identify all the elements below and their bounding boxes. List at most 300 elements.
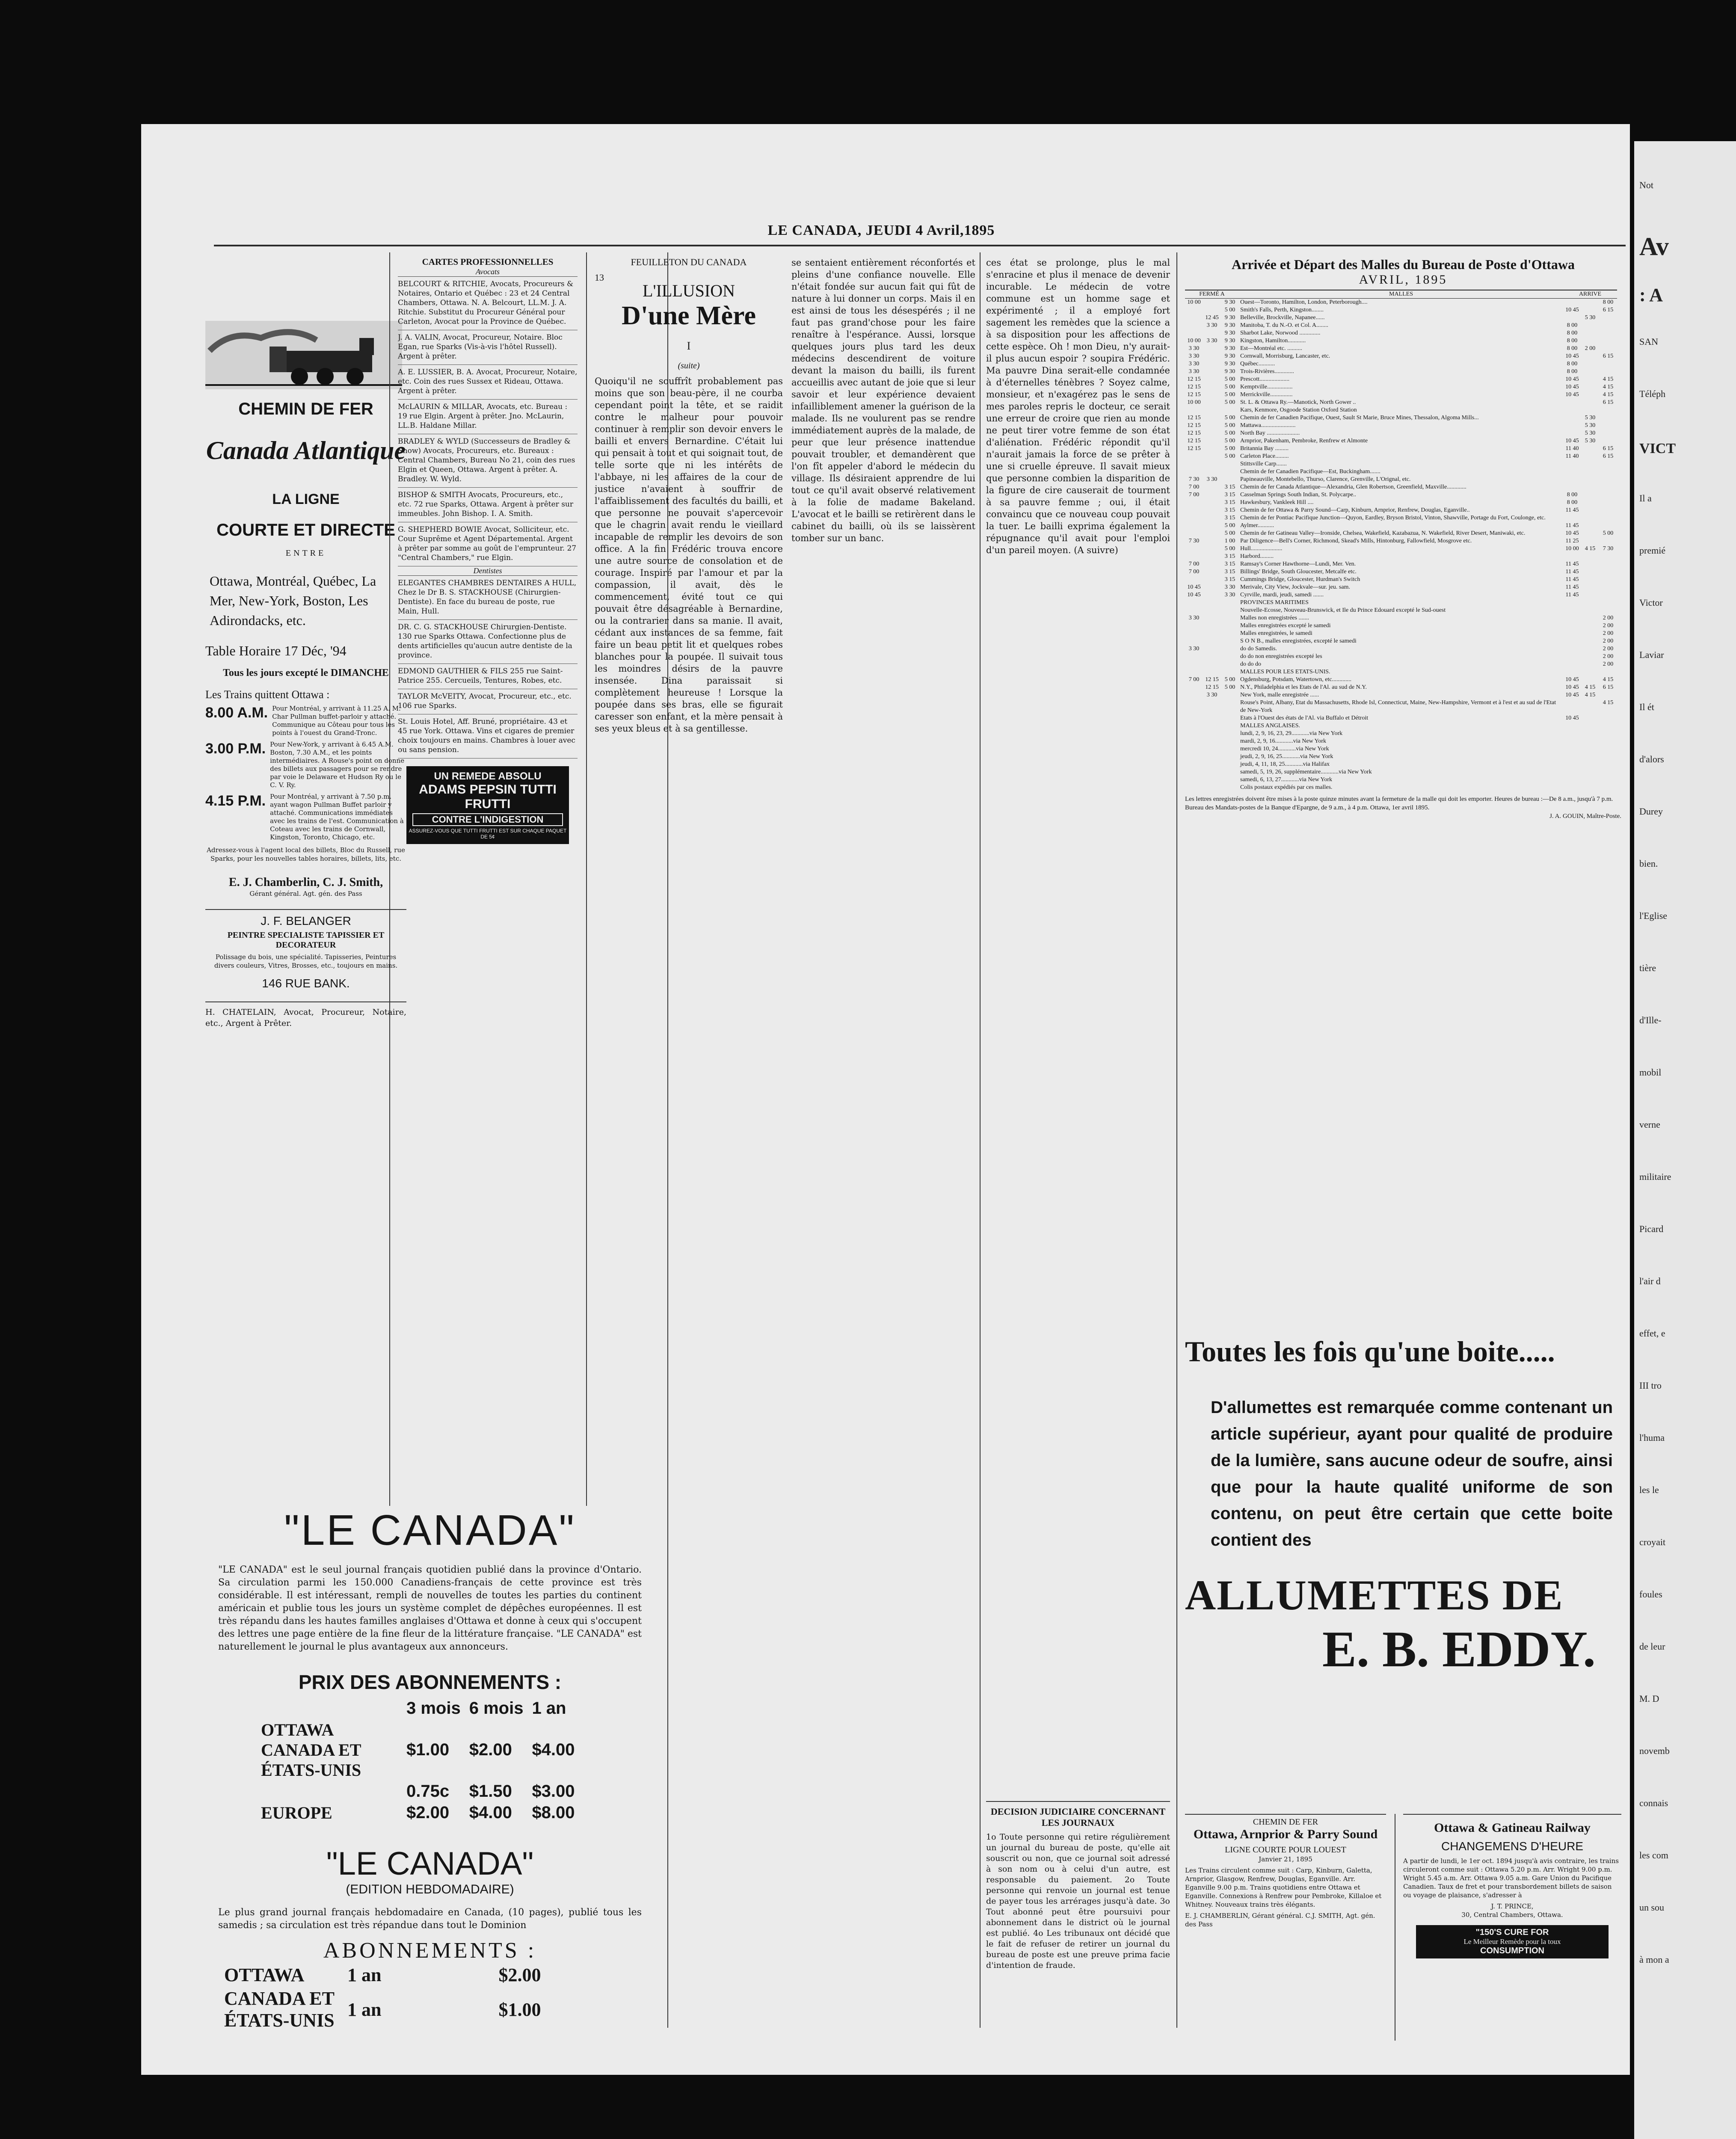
mail-cell — [1599, 738, 1617, 745]
mail-cell — [1599, 607, 1617, 614]
mail-cell: 10 45 — [1565, 438, 1579, 444]
mail-cell: 4 15 — [1603, 384, 1614, 390]
fragment-text: VICT — [1639, 441, 1676, 456]
mail-cell — [1203, 668, 1221, 676]
weekly-sub: (EDITION HEBDOMADAIRE) — [346, 1882, 514, 1896]
mail-cell — [1203, 545, 1221, 553]
mail-cell — [1581, 468, 1599, 476]
hotel-card: St. Louis Hotel, Aff. Bruné, propriétaire. 43 et 45 rue York. Ottawa. Vins et cigares de premier choix toujours en mains. Chambres à louer avec ou sans pension. — [398, 714, 578, 758]
mail-cell — [1599, 460, 1617, 468]
mail-cell: 7 00 — [1188, 484, 1200, 490]
mail-cell — [1221, 637, 1239, 645]
mail-row — [1185, 383, 1617, 391]
mail-row — [1185, 437, 1617, 445]
mail-cell — [1563, 776, 1581, 784]
mail-cell: 9 30 — [1224, 368, 1235, 375]
mail-cell: 11 45 — [1565, 507, 1579, 513]
mail-cell — [1581, 491, 1599, 499]
decision-title: DECISION JUDICIAIRE CONCERNANT LES JOURNAUX — [990, 1806, 1166, 1828]
price-cell: $1.50 — [469, 1782, 512, 1801]
mail-cell — [1563, 476, 1581, 483]
mail-cell: 9 30 — [1224, 299, 1235, 305]
price-header: 6 mois — [469, 1699, 524, 1718]
fragment-text: Il ét — [1639, 702, 1654, 712]
fragment-text: de leur — [1639, 1641, 1665, 1652]
rail-days: Tous les jours excepté le DIMANCHE — [223, 667, 389, 678]
mail-row — [1185, 599, 1617, 607]
fragment-text: novemb — [1639, 1745, 1670, 1756]
mail-row — [1185, 360, 1617, 368]
rail-agents-roles: Gérant général. Agt. gén. des Pass — [249, 890, 362, 898]
feuilleton-title-2: D'une Mère — [622, 301, 756, 330]
mail-cell: Nouvelle-Ecosse, Nouveau-Brunswick, et Ile du Prince Edouard excepté le Sud-ouest — [1240, 607, 1446, 613]
mail-cell — [1581, 360, 1599, 368]
mail-cell — [1185, 730, 1203, 738]
fragment-text: bien. — [1639, 858, 1658, 869]
cards-sub-dentistes: Dentistes — [398, 566, 578, 576]
mail-cell: 11 45 — [1565, 584, 1579, 590]
parry-kicker: CHEMIN DE FER — [1253, 1817, 1318, 1827]
mail-row — [1185, 684, 1617, 691]
mail-cell — [1203, 445, 1221, 453]
mail-cell: Etats à l'Ouest des états de l'Al. via Buffalo et Détroit — [1240, 715, 1369, 721]
fragment-text: Victor — [1639, 597, 1663, 608]
fragment-text: foules — [1639, 1589, 1662, 1600]
mail-cell: do do Samedis. — [1240, 646, 1277, 652]
fragment-text: tière — [1639, 963, 1656, 973]
mail-cell: 11 40 — [1565, 453, 1579, 459]
mail-cell — [1581, 699, 1599, 714]
remedy-line-2: ADAMS PEPSIN TUTTI FRUTTI — [419, 782, 557, 811]
mail-cell — [1203, 776, 1221, 784]
mail-cell: 3 30 — [1224, 584, 1235, 590]
mail-cell — [1599, 437, 1617, 445]
mail-cell — [1203, 653, 1221, 661]
mail-cell — [1581, 476, 1599, 483]
mail-cell — [1599, 576, 1617, 584]
rail-column — [205, 321, 406, 1467]
feuilleton-text: se sentaient entièrement réconfortés et pleins d'une confiance nouvelle. Elle n'était fondée sur aucun fait qui fût de nature à lui donner un corps. Mais il en est ainsi de tous les désespérés ; il ne faut pas grand'chose pour les faire renaître à l'espérance. Aussi, lorsque quelques jours plus tard les deux médecins descendirent de voiture devant la maison du bailli, ils furent accueillis avec autant de joie que si leur savoir et leur expérience devaient infailliblement amener la guérison de la malade. Ils ne voulurent pas se rendre immédiatement auprès de la malade, de peur que leur présence inattendue pouvait troubler, et demandèrent que l'on fît appeler d'abord le médecin du village. Ils désiraient apprendre de lui tout ce qu'il avait observé relativement à la folie de madame Bakeland. L'avocat et le bailli se retirèrent dans le cabinet du bailli, où ils se laissèrent tomber sur un banc. — [791, 258, 975, 543]
mail-cell — [1581, 514, 1599, 522]
mail-cell — [1581, 460, 1599, 468]
mail-cell — [1599, 537, 1617, 545]
mail-cell: Sharbot Lake, Norwood .............. — [1240, 330, 1321, 336]
fragment-text: effet, e — [1639, 1328, 1665, 1339]
mail-row — [1185, 553, 1617, 560]
mail-cell — [1221, 476, 1239, 483]
mail-cell — [1581, 653, 1599, 661]
mail-cell: Belleville, Brockville, Napanee...... — [1240, 314, 1325, 321]
mail-cell — [1203, 730, 1221, 738]
mail-cell: 5 00 — [1224, 384, 1235, 390]
mail-cell — [1185, 306, 1203, 314]
mail-cell: Carleton Place......... — [1240, 453, 1289, 459]
mail-cell: 3 15 — [1224, 492, 1235, 498]
mail-cell — [1203, 299, 1221, 307]
weekly-term: 1 an — [347, 1964, 382, 1985]
mail-cell: 12 15 — [1187, 384, 1201, 390]
mail-cell — [1599, 468, 1617, 476]
mail-row — [1185, 299, 1617, 307]
mail-cell — [1203, 345, 1221, 353]
mail-cell — [1581, 391, 1599, 399]
mail-cell: 10 00 — [1187, 299, 1201, 305]
mail-cell — [1203, 491, 1221, 499]
mail-cell: 9 30 — [1224, 322, 1235, 329]
column-rule — [1176, 252, 1177, 2028]
mail-row — [1185, 661, 1617, 668]
mail-cell — [1599, 553, 1617, 560]
mail-row — [1185, 430, 1617, 437]
mail-cell — [1599, 314, 1617, 322]
mail-cell — [1185, 322, 1203, 329]
belanger-body: Polissage du bois, une spécialité. Tapisseries, Peintures divers couleurs, Vitres, Brosses, etc., toujours en mains. — [214, 953, 398, 969]
mail-cell — [1185, 768, 1203, 776]
mail-row — [1185, 730, 1617, 738]
mail-cell — [1203, 414, 1221, 422]
mail-row — [1185, 668, 1617, 676]
mail-cell — [1563, 622, 1581, 630]
mail-cell — [1221, 599, 1239, 607]
mail-cell: 3 15 — [1224, 515, 1235, 521]
mail-cell — [1563, 699, 1581, 714]
mail-cell — [1221, 714, 1239, 722]
mail-cell — [1203, 483, 1221, 491]
mail-cell: 10 45 — [1187, 592, 1201, 598]
mail-cell: 3 30 — [1188, 646, 1200, 652]
cards-sub-avocats: Avocats — [398, 267, 578, 277]
eddy-headline: Toutes les fois qu'une boite..... — [1185, 1335, 1555, 1368]
mail-cell: 7 00 — [1188, 561, 1200, 567]
mail-cell — [1203, 738, 1221, 745]
mail-cell: Ouest—Toronto, Hamilton, London, Peterborough.... — [1240, 299, 1368, 305]
mail-cell — [1581, 522, 1599, 530]
mail-cell — [1185, 684, 1203, 691]
fragment-text: Laviar — [1639, 649, 1664, 660]
law-card: A. E. LUSSIER, B. A. Avocat, Procureur, Notaire, etc. Coin des rues Sussex et Rideau, Ottawa. Argent à prêter. — [398, 365, 578, 400]
mail-cell: 10 45 — [1565, 353, 1579, 359]
mail-cell — [1581, 383, 1599, 391]
mail-cell: 8 00 — [1567, 368, 1578, 375]
mail-cell: 8 00 — [1603, 299, 1614, 305]
mail-cell: Mattawa....................... — [1240, 422, 1296, 429]
mail-cell — [1581, 329, 1599, 337]
mail-cell — [1581, 553, 1599, 560]
mail-cell — [1599, 499, 1617, 507]
mail-cell: 1 00 — [1224, 538, 1235, 544]
mail-cell: Chemin de fer Gatineau Valley—Ironside, Chelsea, Wakefield, Kazabazua, N. Wakefield, River Desert, Maniwaki, etc. — [1240, 530, 1526, 536]
mail-cell: do do non enregistrées excepté les — [1240, 653, 1322, 660]
mail-note: Les lettres enregistrées doivent être mises à la poste quinze minutes avant la fermeture de la malle qui doit les emporter. Heures de bureau :—De 8 a.m., jusqu'à 7 p.m. Bureau des Mandats-postes de la Banque d'Epargne, de 9 a.m., à 4 p.m. Ottawa, 1er avril 1895. — [1185, 796, 1613, 811]
mail-row — [1185, 653, 1617, 661]
mail-cell — [1599, 491, 1617, 499]
mail-cell — [1599, 522, 1617, 530]
mail-cell: mercredi 10, 24............via New York — [1240, 746, 1329, 752]
feuilleton-text: ces état se prolonge, plus le mal s'enracine et plus il menace de devenir incurable. Le médecin de votre commune est un homme sage et expérimenté ; il a employé fort sagement les remèdes que la science a à sa disposition pour les affections de cette espèce. Oh ! mon Dieu, n'y aurait-il plus aucun espoir ? soupira Frédéric. Ma pauvre Dina serait-elle condamnée à d'éternelles ténèbres ? Soyez calme, monsieur, et n'exagérez pas le sens de mes paroles repris le docteur, ce serait une erreur de croire que rien au monde ne peut tirer votre femme de son état d'aliénation. Frédéric répondit qu'il n'aurait jamais la force de se prêter à une si cruelle épreuve. Il savait mieux que personne combien la disparition de la figure de cire causerait de tourment à sa pauvre femme ; oui, il était convaincu que ce nouveau coup pouvait la tuer. Le bailli exprima également la répugnance qu'il avait pour l'emploi d'un pareil moyen. (A suivre) — [986, 258, 1170, 555]
mail-cell — [1185, 653, 1203, 661]
mail-cell: 4 15 — [1603, 391, 1614, 398]
mail-cell — [1581, 537, 1599, 545]
mail-cell: 5 00 — [1224, 422, 1235, 429]
mail-cell: S O N B., malles enregistrées, excepté le samedi — [1240, 638, 1357, 644]
mail-row — [1185, 776, 1617, 784]
mail-cell — [1563, 460, 1581, 468]
mail-cell — [1581, 560, 1599, 568]
mail-cell — [1563, 784, 1581, 791]
mail-cell: 5 30 — [1585, 422, 1596, 429]
chatelain-ad: H. CHATELAIN, Avocat, Procureur, Notaire, etc., Argent à Prêter. — [205, 1007, 406, 1028]
slogan-line-2: Le Meilleur Remède pour la toux — [1463, 1938, 1561, 1946]
mail-cell: 9 30 — [1224, 361, 1235, 367]
mail-cell: 6 15 — [1603, 445, 1614, 452]
column-rule — [586, 252, 587, 1506]
mail-cell — [1581, 376, 1599, 383]
mail-cell — [1203, 645, 1221, 653]
mail-cell — [1563, 514, 1581, 522]
train-desc: Pour Montréal, y arrivant à 7.50 p.m. ayant wagon Pullman Buffet parloir y attaché. Communications immédiates avec les trains de l'est. Communication à Coteau avec les trains de Cornwall, Kingston, Toronto, Chicago, etc. — [270, 793, 404, 841]
mail-cell: North Bay ...................... — [1240, 430, 1300, 436]
mail-cell: 5 00 — [1224, 399, 1235, 406]
mail-cell: 10 45 — [1565, 391, 1579, 398]
mail-cell — [1185, 576, 1203, 584]
mail-head-ferme: FERMÉ A — [1199, 291, 1225, 297]
mail-cell — [1581, 337, 1599, 345]
mail-cell: Ogdensburg, Potsdam, Watertown, etc............. — [1240, 676, 1352, 683]
price-header: 3 mois — [406, 1699, 461, 1718]
rail-tag-1: LA LIGNE — [272, 491, 340, 507]
mail-row — [1185, 560, 1617, 568]
train-desc: Pour Montréal, y arrivant à 11.25 A. M. Char Pullman buffet-parloir y attaché. Communique au Côteau pour tous les points à l'ouest du Grand-Tronc. — [272, 705, 401, 737]
mail-cell — [1221, 653, 1239, 661]
mail-cell: 3 30 — [1206, 338, 1218, 344]
mail-cell — [1221, 645, 1239, 653]
mail-cell: Smith's Falls, Perth, Kingston........ — [1240, 307, 1324, 313]
mail-cell — [1185, 668, 1203, 676]
mail-cell: PROVINCES MARITIMES — [1240, 599, 1309, 606]
mail-cell — [1185, 753, 1203, 761]
mail-row — [1185, 483, 1617, 491]
mail-cell: St. L. & Ottawa Ry.—Manotick, North Gower .. — [1240, 399, 1356, 406]
mail-cell: Britannia Bay ......... — [1240, 445, 1289, 452]
mail-cell: 8 00 — [1567, 322, 1578, 329]
mail-cell — [1221, 761, 1239, 768]
feuilleton-header: FEUILLETON DU CANADA — [631, 257, 747, 267]
mail-cell: 10 45 — [1565, 530, 1579, 536]
weekly-price: $1.00 — [498, 1999, 541, 2020]
fragment-text: un sou — [1639, 1902, 1665, 1913]
fragment-text: III tro — [1639, 1380, 1662, 1391]
fragment-text: M. D — [1639, 1693, 1659, 1704]
rail-cities: Ottawa, Montréal, Québec, La Mer, New-York, Boston, Les Adirondacks, etc. — [210, 573, 376, 628]
mail-cell — [1581, 568, 1599, 576]
mail-cell: 4 15 — [1603, 699, 1614, 706]
mail-cell — [1563, 722, 1581, 730]
mail-cell: 9 30 — [1224, 345, 1235, 352]
mail-cell — [1203, 391, 1221, 399]
remedy-line-1: UN REMEDE ABSOLU — [434, 770, 542, 782]
belanger-name: J. F. BELANGER — [261, 914, 351, 927]
price-table — [257, 1698, 579, 1824]
mail-cell — [1203, 399, 1221, 406]
mail-cell: 12 15 — [1187, 391, 1201, 398]
mail-cell: Malles enregistrées, le samedi — [1240, 630, 1312, 637]
mail-cell — [1581, 676, 1599, 684]
slogan-line-3: CONSUMPTION — [1480, 1946, 1544, 1955]
mail-cell — [1221, 668, 1239, 676]
mail-row — [1185, 406, 1617, 414]
mail-row — [1185, 745, 1617, 753]
lecanada-body: "LE CANADA" est le seul journal français quotidien publié dans la province d'Ontario. Sa circulation parmi les 150.000 Canadiens-français de cette province est très considérable. Il est intéressant, rempli de nouvelles de toutes les parties du continent américain et publie tous les jours un système complet de dépêches européennes. Il est très répandu dans les hautes familles anglaises d'Ottawa et donne à ceux qui s'occupent des lettres une page entière de la fine fleur de la littérature française. "LE CANADA" est naturellement le journal le plus avantageux aux annonceurs. — [218, 1564, 642, 1652]
price-row-label: OTTAWA CANADA ET ÉTATS-UNIS — [261, 1720, 361, 1780]
mail-cell — [1203, 453, 1221, 460]
mail-cell — [1203, 537, 1221, 545]
mail-cell: Hull..................... — [1240, 545, 1283, 552]
mail-row — [1185, 445, 1617, 453]
mail-row — [1185, 614, 1617, 622]
price-header: 1 an — [532, 1699, 566, 1718]
price-cell: $2.00 — [406, 1803, 450, 1822]
mail-cell: Cornwall, Morrisburg, Lancaster, etc. — [1240, 353, 1330, 359]
mail-cell — [1563, 761, 1581, 768]
mail-row — [1185, 784, 1617, 791]
mail-cell: samedi, 6, 13, 27............via New York — [1240, 776, 1333, 783]
mail-row — [1185, 414, 1617, 422]
fragment-text: verne — [1639, 1119, 1660, 1130]
mail-cell: 4 15 — [1603, 676, 1614, 683]
mail-cell — [1203, 584, 1221, 591]
mail-cell — [1221, 738, 1239, 745]
mail-cell — [1581, 507, 1599, 514]
mail-cell: 11 25 — [1565, 538, 1579, 544]
lecanada-title: "LE CANADA" — [284, 1506, 576, 1554]
mail-cell: 12 15 — [1187, 422, 1201, 429]
mail-cell — [1185, 460, 1203, 468]
mail-cell — [1203, 368, 1221, 376]
mail-cell: 11 40 — [1565, 445, 1579, 452]
mail-cell — [1581, 768, 1599, 776]
mail-cell — [1581, 738, 1599, 745]
mail-cell — [1563, 745, 1581, 753]
mail-cell — [1581, 576, 1599, 584]
mail-cell: 5 00 — [1224, 453, 1235, 459]
mail-cell — [1599, 591, 1617, 599]
mail-cell — [1581, 483, 1599, 491]
mail-cell: 3 15 — [1224, 553, 1235, 560]
mail-cell — [1221, 768, 1239, 776]
mail-cell — [1599, 337, 1617, 345]
mail-cell — [1185, 522, 1203, 530]
mail-cell — [1203, 329, 1221, 337]
mail-cell: Merivale, City View, Jockvale—sur. jeu. sam. — [1240, 584, 1350, 590]
mail-cell — [1203, 722, 1221, 730]
mail-cell: 3 15 — [1224, 576, 1235, 583]
mail-cell — [1221, 730, 1239, 738]
mail-cell — [1203, 437, 1221, 445]
parry-body: Les Trains circulent comme suit : Carp, Kinburn, Galetta, Arnprior, Glasgow, Renfrew, Douglas, Eganville. Arr. Eganville 9.00 p.m. Trains quotidiens entre Ottawa et Eganville. Connexions à Renfrew pour Pembroke, Killaloe et Whitney. Nouveaux trains très élégants. — [1185, 1866, 1382, 1908]
mail-row — [1185, 345, 1617, 353]
mail-cell: 11 45 — [1565, 561, 1579, 567]
mail-cell: 10 45 — [1565, 676, 1579, 683]
mail-cell: samedi, 5, 19, 26, supplémentaire............via New York — [1240, 769, 1372, 775]
mail-row — [1185, 630, 1617, 637]
mail-cell — [1185, 499, 1203, 507]
mail-row — [1185, 514, 1617, 522]
mail-cell — [1599, 483, 1617, 491]
mail-cell — [1203, 376, 1221, 383]
mail-cell — [1185, 630, 1203, 637]
mail-cell — [1203, 630, 1221, 637]
weekly-title: "LE CANADA" — [326, 1846, 534, 1882]
mail-cell: 5 00 — [1224, 676, 1235, 683]
mail-cell — [1185, 761, 1203, 768]
mail-cell — [1203, 514, 1221, 522]
mail-cell — [1599, 668, 1617, 676]
mail-cell — [1581, 599, 1599, 607]
mail-cell — [1581, 776, 1599, 784]
mail-cell — [1599, 360, 1617, 368]
mail-cell: Est—Montréal etc. .......... — [1240, 345, 1303, 352]
abonnements-title: ABONNEMENTS : — [323, 1938, 537, 1963]
mail-cell: 10 45 — [1187, 584, 1201, 590]
mail-cell: 2 00 — [1603, 622, 1614, 629]
mail-cell — [1581, 499, 1599, 507]
mail-cell — [1581, 368, 1599, 376]
mail-row — [1185, 545, 1617, 553]
mail-cell: Ramsay's Corner Hawthorne—Lundi, Mer. Ven. — [1240, 561, 1356, 567]
mail-cell — [1599, 406, 1617, 414]
mail-cell: do do do — [1240, 661, 1261, 667]
rail-tag-2: COURTE ET DIRECTE — [216, 521, 395, 539]
remedy-line-4: ASSUREZ-VOUS QUE TUTTI FRUTTI EST SUR CHAQUE PAQUET DE 5¢ — [409, 828, 567, 840]
price-row-label: EUROPE — [261, 1803, 332, 1822]
gatineau-signer: J. T. PRINCE, — [1491, 1902, 1534, 1910]
remedy-box — [406, 766, 569, 844]
mail-cell — [1599, 507, 1617, 514]
mail-table — [1185, 290, 1617, 791]
parry-title: Ottawa, Arnprior & Parry Sound — [1193, 1827, 1378, 1841]
mail-cell — [1203, 568, 1221, 576]
mail-cell — [1185, 699, 1203, 714]
fragment-text: à mon a — [1639, 1954, 1669, 1965]
mail-row — [1185, 322, 1617, 329]
mail-cell: 5 00 — [1224, 307, 1235, 313]
mail-cell — [1599, 776, 1617, 784]
mail-cell — [1221, 460, 1239, 468]
mail-cell: Merrickville............... — [1240, 391, 1293, 398]
mail-row — [1185, 738, 1617, 745]
mail-cell: 8 00 — [1567, 330, 1578, 336]
cards-column — [398, 257, 578, 1510]
mail-cell — [1599, 761, 1617, 768]
mail-cell: Stittsville Carp....... — [1240, 461, 1287, 467]
mail-row — [1185, 314, 1617, 322]
fragment-text: mobil — [1639, 1067, 1662, 1078]
mail-cell — [1221, 784, 1239, 791]
mail-row — [1185, 476, 1617, 483]
mail-cell: 10 45 — [1565, 692, 1579, 698]
mail-cell: Colis postaux expédiés par ces malles. — [1240, 784, 1333, 791]
mail-cell — [1563, 414, 1581, 422]
mail-cell: 10 45 — [1565, 715, 1579, 721]
mail-cell — [1563, 630, 1581, 637]
mail-cell — [1185, 622, 1203, 630]
mail-cell — [1563, 314, 1581, 322]
mail-cell — [1185, 661, 1203, 668]
mail-cell — [1581, 445, 1599, 453]
mail-cell — [1599, 768, 1617, 776]
mail-cell — [1581, 614, 1599, 622]
mail-cell: Malles non enregistrées ....... — [1240, 615, 1309, 621]
